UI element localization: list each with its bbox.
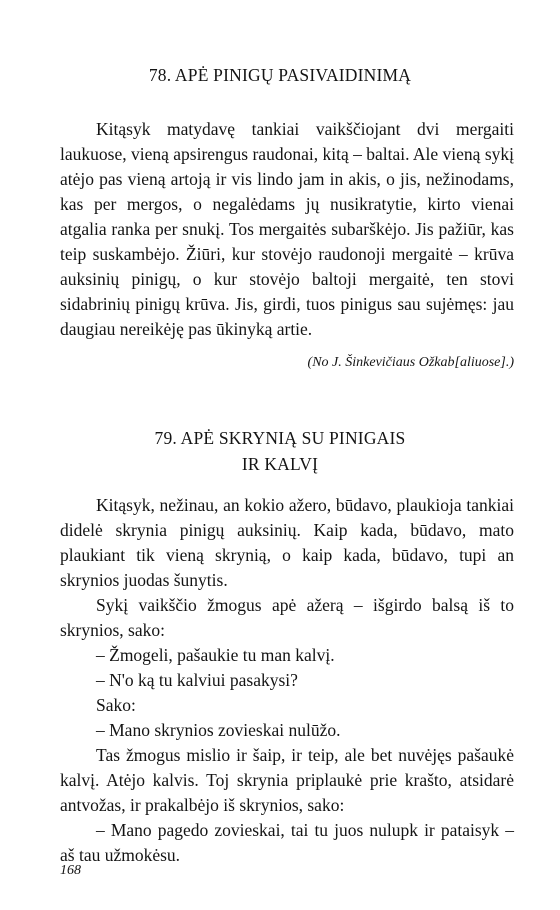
story-78-title: 78. APĖ PINIGŲ PASIVAIDINIMĄ (148, 65, 412, 85)
story-79-title-line1: 79. APĖ SKRYNIĄ SU PINIGAIS (154, 428, 406, 448)
story-78-paragraph: Kitąsyk matydavę tankiai vaikščiojant dvi mergaiti laukuose, vieną apsirengus raudonai, kitą – baltai. Ale vieną sykį atėjo pas vieną artoją ir vis lindo jam in akis, o jis, nežinodams, kas per mergos, o negalėdams jų nusikratytie, kirto vienai atgalia ranka per snukį. Tos mergaitės subarškėjo. Jis pažiūr, kas teip suskambėjo. Žiūri, kur stovėjo raudonoji mergaitė – krūva auksinių pinigų, o kur stovėjo baltoji mergaitė, ten stovi sidabrinių pinigų krūva. Jis, girdi, tuos pinigus sau sujėmęs: jau daugiau nereikėję pas ūkinyką artie. (60, 119, 514, 339)
story-79-paragraph-1: Kitąsyk, nežinau, an kokio ažero, būdavo, plaukioja tankiai didelė skrynia pinigų auksinių. Kaip kada, būdavo, mato plaukiant tik vieną skrynią, o kaip kada, būdavo, tupi an skrynios juodas šunytis. (60, 495, 514, 590)
story-78-source: (No J. Šinkevičiaus Ožkab[aliuose].) (307, 355, 514, 370)
dialogue-line-1: – Žmogeli, pašaukie tu man kalvį. (96, 645, 335, 665)
dialogue-line-2: – N'o ką tu kalviui pasakysi? (96, 670, 298, 690)
story-79-paragraph-3: Tas žmogus mislio ir šaip, ir teip, ale bet nuvėjęs pašaukė kalvį. Atėjo kalvis. Toj skrynia priplaukė prie kraštо, atsidarė antvožas, ir prakalbėjo iš skrynios, sako: (60, 745, 514, 815)
dialogue-line-3: Sako: (96, 695, 136, 715)
dialogue-line-4: – Mano skrynios zovieskai nulūžo. (96, 720, 341, 740)
story-79-paragraph-4: – Mano pagedo zovieskai, tai tu juos nulupk ir pataisyk – aš tau užmokėsu. (60, 820, 514, 865)
story-79-title (0, 425, 560, 477)
page-number: 168 (60, 863, 81, 878)
story-79-title-line2: IR KALVĮ (241, 454, 319, 474)
story-79-paragraph-2: Sykį vaikščio žmogus apė ažerą – išgirdo balsą iš to skrynios, sako: (60, 595, 514, 640)
